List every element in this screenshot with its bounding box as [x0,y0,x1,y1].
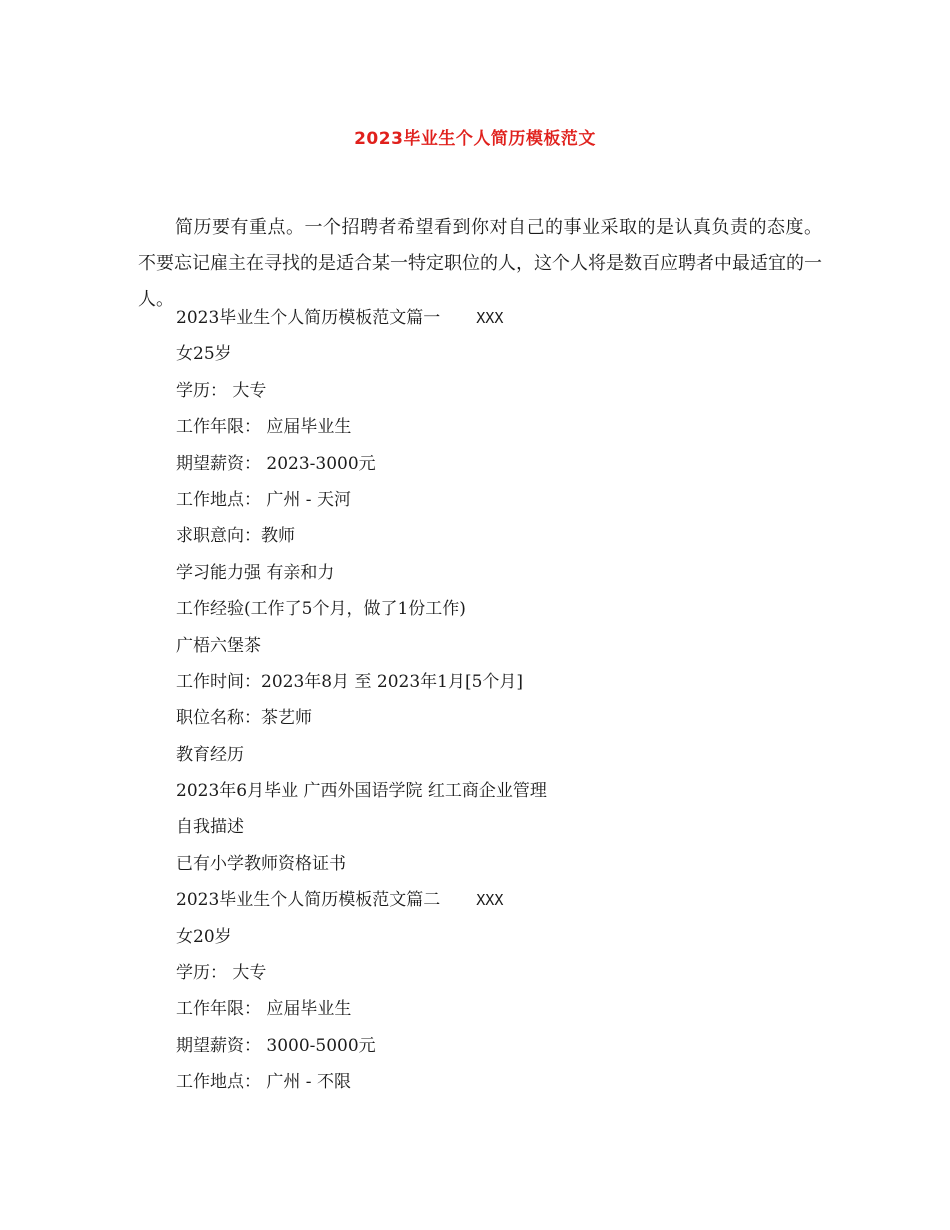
resume-line-text: 女20岁 [176,926,232,947]
resume-line-text: 工作年限： 应届毕业生 [176,417,352,438]
resume-line [176,1028,816,1064]
resume-line-text: 求职意向：教师 [176,526,295,547]
resume-line-text: 自我描述 [176,817,244,838]
resume-line [176,555,816,591]
document-title: 2023毕业生个人简历模板范文 [354,129,596,149]
resume-line [176,773,816,809]
name-placeholder: XXX [476,309,504,327]
resume-line-text: 学历： 大专 [176,380,267,401]
resume-line [176,809,816,845]
resume-line [176,919,816,955]
resume-line [176,882,816,918]
resume-line-text: 职位名称：茶艺师 [176,708,312,729]
resume-line-text: 工作年限： 应届毕业生 [176,999,352,1020]
resume-line [176,373,816,409]
resume-line [176,1064,816,1100]
name-placeholder: XXX [476,891,504,910]
resume-line-text: 2023年6月毕业 广西外国语学院 红工商企业管理 [176,781,547,802]
resume-line [176,991,816,1027]
resume-line [176,591,816,627]
resume-line [176,628,816,664]
resume-line [176,336,816,372]
resume-line-text: 女25岁 [176,344,232,365]
resume-line-text: 已有小学教师资格证书 [176,853,346,874]
resume-line-text: 学历： 大专 [176,963,267,984]
resume-line [176,446,816,482]
resume-line [176,664,816,700]
resume-line-text: 工作地点： 广州 - 不限 [176,1072,351,1093]
resume-line-text: 广梧六堡茶 [176,635,261,656]
resume-lines [176,300,816,1101]
resume-line [176,300,816,336]
resume-line-text: 工作经验(工作了5个月，做了1份工作) [176,599,466,620]
resume-line-text: 2023毕业生个人简历模板范文篇二 [176,890,441,911]
resume-line [176,700,816,736]
resume-line-text: 工作地点： 广州 - 天河 [176,489,351,510]
resume-line [176,482,816,518]
resume-line-text: 2023毕业生个人简历模板范文篇一 [176,308,441,328]
resume-line [176,737,816,773]
resume-line [176,518,816,554]
resume-line [176,846,816,882]
resume-line [176,955,816,991]
resume-line-text: 学习能力强 有亲和力 [176,562,335,583]
resume-line-text: 期望薪资： 3000-5000元 [176,1035,376,1056]
intro-paragraph: 简历要有重点。一个招聘者希望看到你对自己的事业采取的是认真负责的态度。不要忘记雇主在寻找的是适合某一特定职位的人，这个人将是数百应聘者中最适宜的一人。 [138,217,822,310]
resume-line-text: 期望薪资： 2023-3000元 [176,453,376,474]
resume-line-text: 工作时间：2023年8月 至 2023年1月[5个月] [176,671,524,692]
resume-line [176,409,816,445]
resume-line-text: 教育经历 [176,744,244,765]
